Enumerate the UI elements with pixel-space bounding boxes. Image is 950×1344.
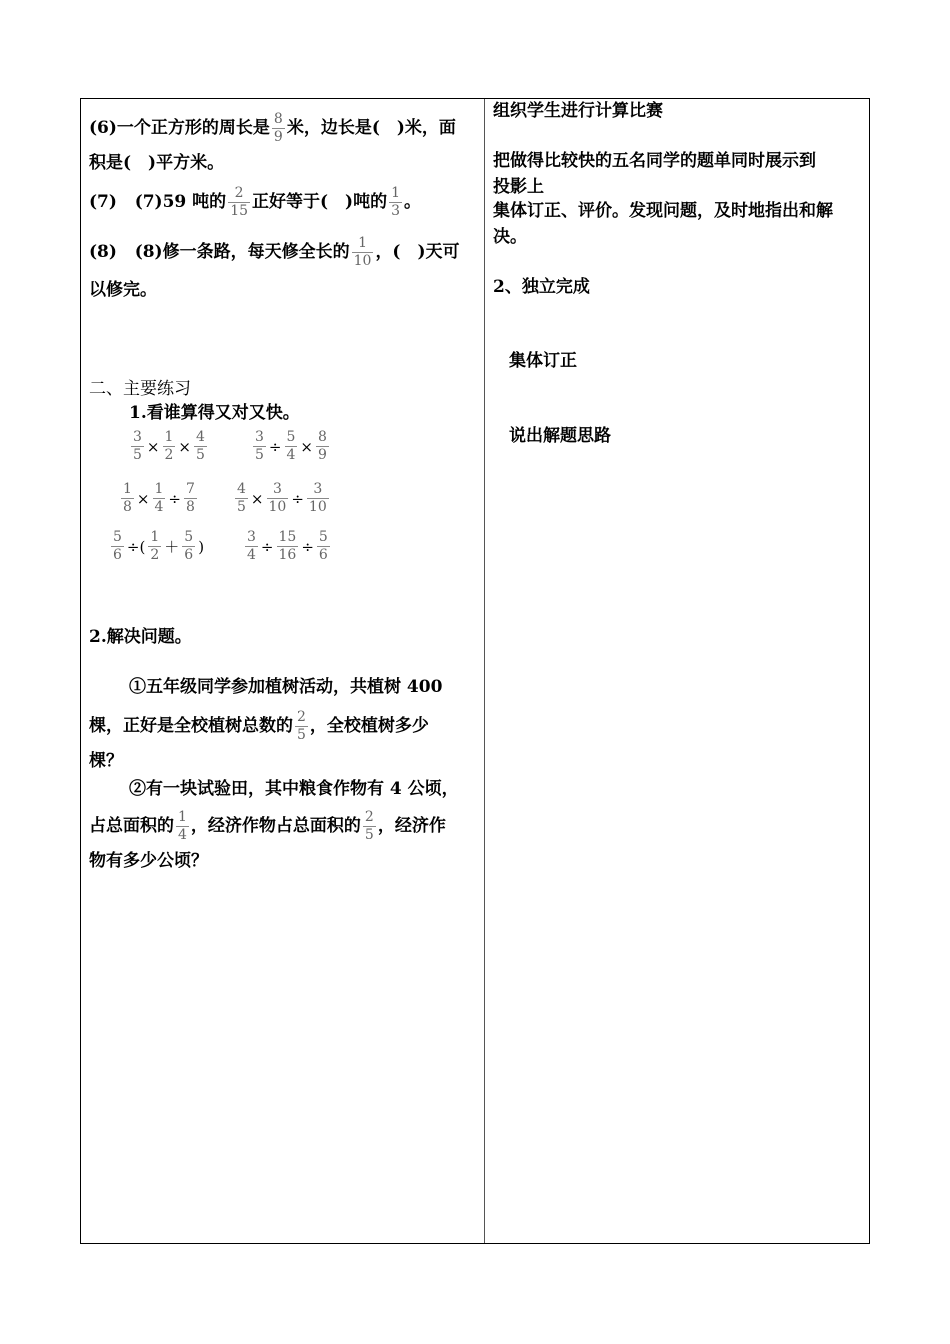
note-competition: 组织学生进行计算比赛 [493, 101, 663, 121]
fraction: $\frac{2}{5}$ [297, 709, 306, 743]
lesson-table [80, 98, 870, 1244]
fraction: $\frac{1}{4}$ [154, 481, 164, 515]
operator: ÷ [168, 489, 181, 508]
operator: ) [198, 537, 205, 556]
fraction: $\frac{5}{6}$ [318, 529, 328, 563]
fraction: $\frac{3}{10}$ [308, 481, 327, 515]
fraction: $\frac{5}{6}$ [184, 529, 194, 563]
question-8-line-2: 以修完。 [89, 280, 157, 300]
operator: × [300, 437, 313, 456]
fraction: $\frac{3}{4}$ [247, 529, 256, 563]
fraction: $\frac{1}{8}$ [123, 481, 132, 515]
fraction: $\frac{8}{9}$ [318, 429, 327, 463]
operator: ＋ [164, 538, 180, 556]
note-show-1: 把做得比较快的五名同学的题单同时展示到 [493, 151, 816, 171]
question-7: (7) (7)59 吨的 $\frac{2}{15}$ 正好等于( )吨的 $\frac{1}{3}$ 。 [89, 185, 422, 219]
question-8-line-1: (8) (8)修一条路，每天修全长的 $\frac{1}{10}$ ，( )天可 [89, 235, 460, 269]
fraction: $\frac{3}{10}$ [268, 481, 287, 515]
operator: ÷ [260, 537, 274, 556]
solve-title: 2.解决问题。 [89, 627, 192, 647]
note-show-2: 投影上 [493, 177, 544, 197]
question-6-line-1: (6)一个正方形的周长是 $\frac{8}{9}$ 米，边长是( )米，面 [89, 111, 456, 145]
operator: × [178, 437, 191, 456]
expression-1 [129, 429, 209, 464]
fraction: $\frac{1}{10}$ [353, 235, 372, 269]
expression-4 [233, 481, 331, 516]
drill-title: 1.看谁算得又对又快。 [129, 403, 300, 423]
fraction: $\frac{3}{5}$ [133, 429, 142, 463]
expression-3 [119, 481, 199, 516]
fraction: $\frac{4}{5}$ [237, 481, 246, 515]
note-independent: 2、独立完成 [493, 277, 590, 297]
operator: ÷ [268, 437, 282, 456]
fraction: $\frac{5}{4}$ [286, 429, 296, 463]
problem-1-line-2: 棵，正好是全校植树总数的 $\frac{2}{5}$ ，全校植树多少 [89, 709, 429, 743]
problem-2-line-1: ②有一块试验田，其中粮食作物有 4 公顷， [129, 779, 459, 799]
note-correct-2: 决。 [493, 227, 527, 247]
fraction: $\frac{15}{16}$ [278, 529, 297, 563]
operator: ÷( [126, 537, 146, 556]
operator: × [250, 489, 264, 508]
fraction: $\frac{1}{2}$ [164, 429, 174, 463]
note-correct-1: 集体订正、评价。发现问题，及时地指出和解 [493, 201, 833, 221]
section-2-title: 二、主要练习 [89, 379, 191, 399]
operator: ÷ [291, 489, 304, 508]
note-explain: 说出解题思路 [509, 426, 611, 446]
expression-6 [243, 529, 332, 564]
operator: ÷ [301, 537, 314, 556]
expression-5 [109, 529, 205, 564]
fraction: $\frac{1}{3}$ [391, 185, 401, 219]
fraction: $\frac{8}{9}$ [273, 111, 283, 145]
fraction: $\frac{3}{5}$ [255, 429, 264, 463]
fraction: $\frac{5}{6}$ [113, 529, 122, 563]
fraction: $\frac{2}{5}$ [364, 809, 374, 843]
note-group-correction: 集体订正 [509, 351, 577, 371]
expression-2 [251, 429, 331, 464]
column-divider [484, 99, 485, 1243]
fraction: $\frac{1}{4}$ [178, 809, 187, 843]
question-6-line-2: 积是( )平方米。 [89, 153, 225, 173]
operator: × [136, 489, 150, 508]
fraction: $\frac{4}{5}$ [196, 429, 205, 463]
fraction: $\frac{7}{8}$ [186, 481, 195, 515]
problem-2-line-3: 物有多少公顷？ [89, 851, 208, 871]
problem-2-line-2: 占总面积的 $\frac{1}{4}$ ，经济作物占总面积的 $\frac{2}{5}$ ，经济作 [89, 809, 446, 843]
fraction: $\frac{2}{15}$ [230, 185, 249, 219]
fraction: $\frac{1}{2}$ [150, 529, 160, 563]
problem-1-line-1: ①五年级同学参加植树活动，共植树 400 [129, 677, 443, 697]
operator: × [146, 437, 160, 456]
problem-1-line-3: 棵？ [89, 751, 123, 771]
